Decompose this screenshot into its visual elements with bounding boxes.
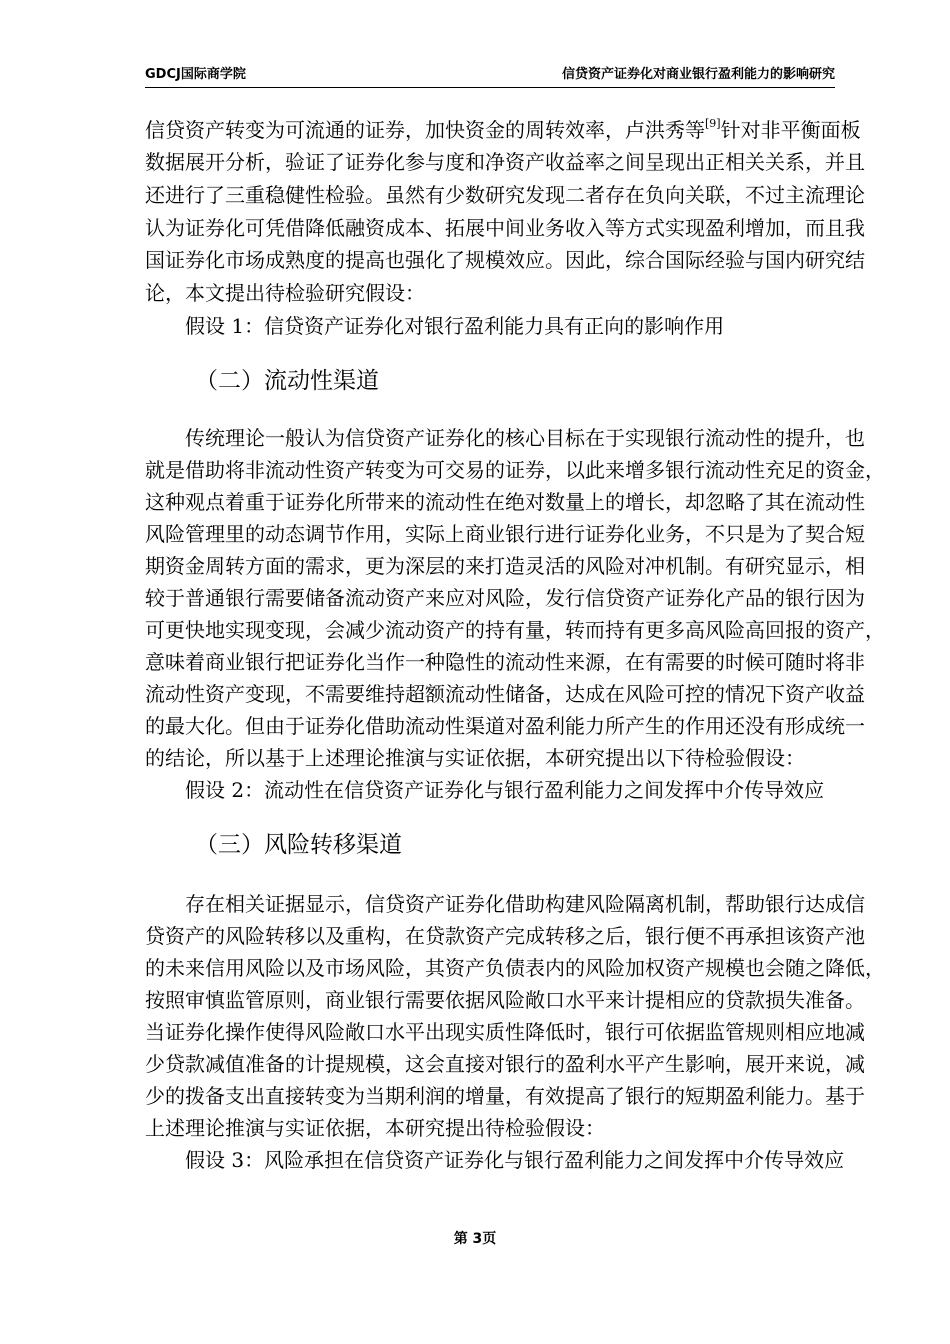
body-line: 当证券化操作使得风险敞口水平出现实质性降低时，银行可依据监管规则相应地减 <box>145 1020 865 1044</box>
body-line: 还进行了三重稳健性检验。虽然有少数研究发现二者存在负向关联，不过主流理论 <box>145 183 865 207</box>
body-line: 流动性资产变现，不需要维持超额流动性储备，达成在风险可控的情况下资产收益 <box>145 682 865 706</box>
body-line: 认为证券化可凭借降低融资成本、拓展中间业务收入等方式实现盈利增加，而且我 <box>145 216 865 240</box>
body-line: 风险管理里的动态调节作用，实际上商业银行进行证券化业务，不只是为了契合短 <box>145 522 865 546</box>
body-line: 按照审慎监管原则，商业银行需要依据风险敞口水平来计提相应的贷款损失准备。 <box>145 988 865 1012</box>
body-line: 国证券化市场成熟度的提高也强化了规模效应。因此，综合国际经验与国内研究结 <box>145 248 865 272</box>
header-rule <box>145 87 835 88</box>
hypothesis-2: 假设 2：流动性在信贷资产证券化与银行盈利能力之间发挥中介传导效应 <box>185 778 825 802</box>
body-line: 贷资产的风险转移以及重构，在贷款资产完成转移之后，银行便不再承担该资产池 <box>145 924 865 948</box>
body-line: 较于普通银行需要储备流动资产来应对风险，发行信贷资产证券化产品的银行因为 <box>145 586 865 610</box>
header-school-name: GDCJ国际商学院 <box>145 67 246 82</box>
body-line: 数据展开分析，验证了证券化参与度和净资产收益率之间呈现出正相关关系，并且 <box>145 150 865 174</box>
section-heading-risk-transfer: （三）风险转移渠道 <box>195 832 402 858</box>
section-heading-liquidity: （二）流动性渠道 <box>195 368 379 394</box>
body-line: 少的拨备支出直接转变为当期利润的增量，有效提高了银行的短期盈利能力。基于 <box>145 1084 865 1108</box>
body-line: 存在相关证据显示，信贷资产证券化借助构建风险隔离机制，帮助银行达成信 <box>185 892 865 916</box>
body-line: 传统理论一般认为信贷资产证券化的核心目标在于实现银行流动性的提升，也 <box>185 426 865 450</box>
body-line: 就是借助将非流动性资产转变为可交易的证券，以此来增多银行流动性充足的资金， <box>145 458 885 482</box>
body-line: 可更快地实现变现，会减少流动资产的持有量，转而持有更多高风险高回报的资产， <box>145 618 885 642</box>
header-paper-title: 信贷资产证券化对商业银行盈利能力的影响研究 <box>561 67 835 82</box>
page-number: 第 3页 <box>453 1231 497 1247</box>
body-line: 这种观点着重于证券化所带来的流动性在绝对数量上的增长，却忽略了其在流动性 <box>145 490 865 514</box>
hypothesis-1: 假设 1：信贷资产证券化对银行盈利能力具有正向的影响作用 <box>185 314 725 338</box>
text-run: 针对非平衡面板 <box>720 118 861 142</box>
body-line: 的未来信用风险以及市场风险，其资产负债表内的风险加权资产规模也会随之降低， <box>145 956 885 980</box>
hypothesis-3: 假设 3：风险承担在信贷资产证券化与银行盈利能力之间发挥中介传导效应 <box>185 1148 845 1172</box>
body-line: 论，本文提出待检验研究假设： <box>145 281 425 305</box>
body-line <box>145 117 861 143</box>
body-line: 的结论，所以基于上述理论推演与实证依据，本研究提出以下待检验假设： <box>145 746 805 770</box>
body-line: 上述理论推演与实证依据，本研究提出待检验假设： <box>145 1116 605 1140</box>
body-line: 期资金周转方面的需求，更为深层的来打造灵活的风险对冲机制。有研究显示，相 <box>145 554 865 578</box>
citation-ref: [9] <box>705 117 721 130</box>
body-line: 意味着商业银行把证券化当作一种隐性的流动性来源，在有需要的时候可随时将非 <box>145 650 865 674</box>
body-line: 少贷款减值准备的计提规模，这会直接对银行的盈利水平产生影响，展开来说，减 <box>145 1052 865 1076</box>
text-run: 信贷资产转变为可流通的证券，加快资金的周转效率，卢洪秀等 <box>145 118 705 142</box>
body-line: 的最大化。但由于证券化借助流动性渠道对盈利能力所产生的作用还没有形成统一 <box>145 714 865 738</box>
